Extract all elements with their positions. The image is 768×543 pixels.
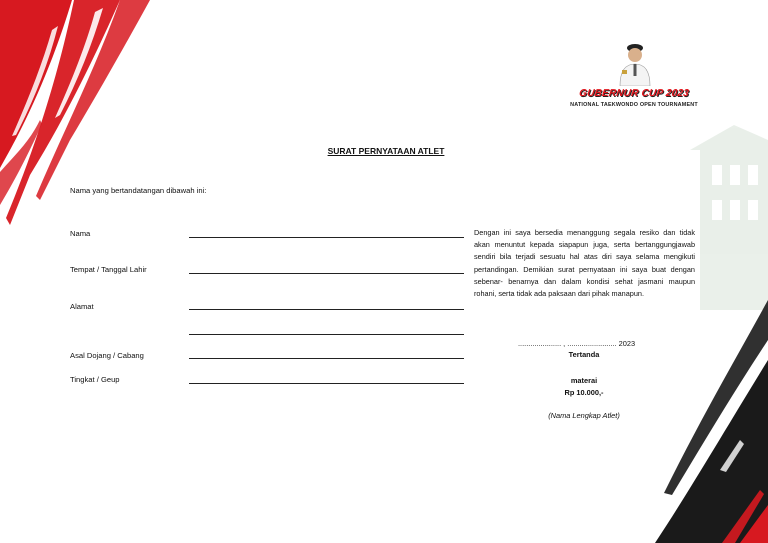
field-line-dojang: [189, 358, 464, 359]
event-title: GUBERNUR CUP 2023: [578, 88, 690, 99]
field-label-alamat: Alamat: [70, 302, 94, 311]
dark-brush-decoration: [655, 300, 768, 543]
field-line-tingkat: [189, 383, 464, 384]
statement-line: surat pernyataan ini saya buat dengan sebenar-: [474, 264, 695, 286]
field-line-nama: [189, 237, 464, 238]
statement-line: benarnya dan dalam kondisi sehat jasmani maupun: [508, 276, 696, 286]
signed-label: Tertanda: [568, 350, 600, 359]
governor-portrait-icon: [614, 42, 656, 86]
field-label-nama: Nama: [70, 229, 91, 238]
field-line-alamat-2: [189, 334, 464, 335]
field-label-tingkat: Tingkat / Geup: [70, 375, 120, 384]
field-label-ttl: Tempat / Tanggal Lahir: [70, 265, 147, 274]
field-line-alamat: [189, 309, 464, 310]
intro-text: Nama yang bertandatangan dibawah ini:: [70, 186, 207, 195]
field-line-ttl: [189, 273, 464, 274]
statement-line: dan tidak akan menuntut kepada siapapun juga, serta: [474, 228, 695, 250]
date-line: ..................... , ........................ 2023: [518, 339, 636, 348]
statement-line: rohani, serta tidak ada paksaan dari pihak manapun.: [474, 289, 644, 299]
statement-paragraph: [474, 227, 695, 300]
statement-line: bertanggungjawab sendiri bila terjadi sesuatu hal atas: [474, 240, 695, 262]
stamp-label: materai: [570, 376, 598, 385]
field-label-dojang: Asal Dojang / Cabang: [70, 351, 144, 360]
stamp-value: Rp 10.000,-: [564, 388, 604, 397]
name-placeholder: (Nama Lengkap Atlet): [548, 411, 620, 420]
event-subtitle: NATIONAL TAEKWONDO OPEN TOURNAMENT: [570, 102, 698, 108]
statement-line: Dengan ini saya bersedia menanggung segala resiko: [474, 228, 664, 237]
statement-line: diri saya selama mengikuti pertandingan. Demikian: [474, 252, 695, 274]
document-title: SURAT PERNYATAAN ATLET: [327, 146, 445, 156]
